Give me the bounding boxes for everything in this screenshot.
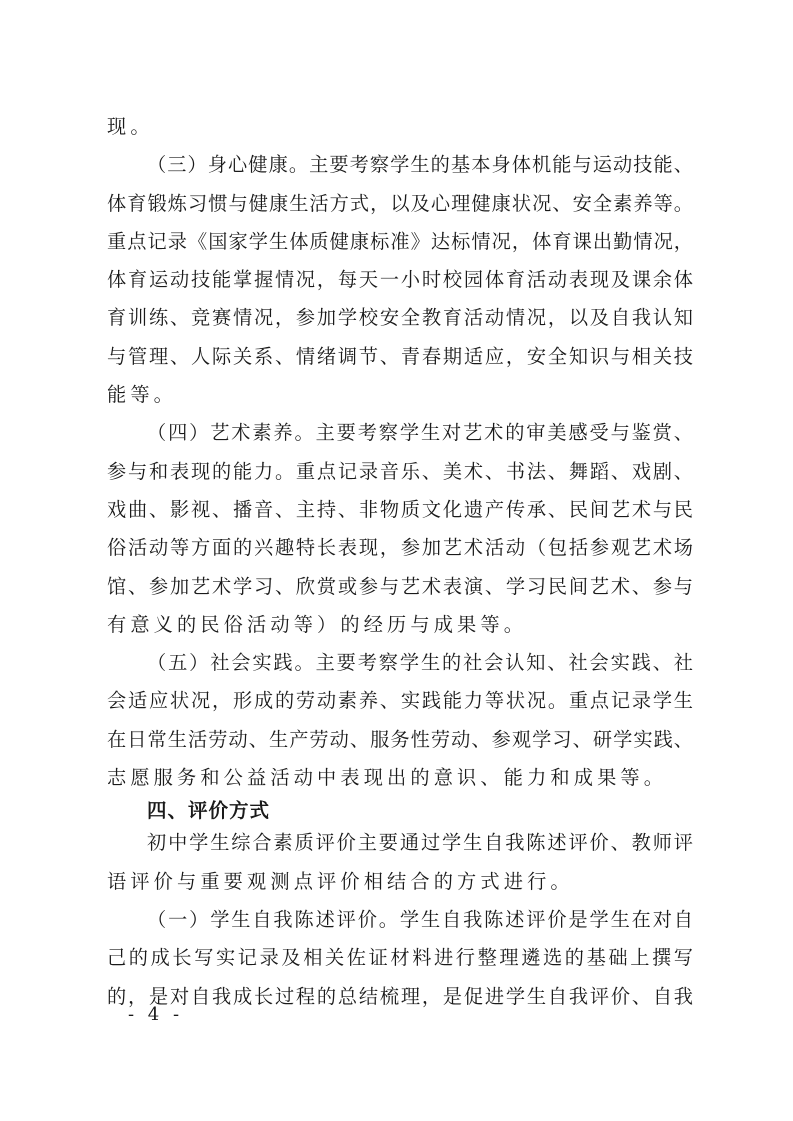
text-line: 会适应状况，形成的劳动素养、实践能力等状况。重点记录学生 [107,689,693,713]
text-line: 有意义的民俗活动等）的经历与成果等。 [107,612,528,636]
text-line: （五）社会实践。主要考察学生的社会认知、社会实践、社 [147,651,693,675]
text-line: 参与和表现的能力。重点记录音乐、美术、书法、舞蹈、戏剧、 [107,459,693,483]
text-line: （四）艺术素养。主要考察学生对艺术的审美感受与鉴赏、 [147,421,693,445]
document-body-part2 [107,824,693,1015]
text-line: 的，是对自我成长过程的总结梳理，是促进学生自我评价、自我 [107,984,693,1008]
text-line: 能等。 [107,383,178,407]
text-line: 育训练、竞赛情况，参加学校安全教育活动情况，以及自我认知 [107,306,693,330]
page-number: - 4 - [128,1004,184,1025]
text-line: 体育运动技能掌握情况，每天一小时校园体育活动表现及课余体 [107,268,693,292]
document-page [107,108,693,1016]
text-line: 志愿服务和公益活动中表现出的意识、能力和成果等。 [107,766,668,790]
text-line: （三）身心健康。主要考察学生的基本身体机能与运动技能、 [147,153,693,177]
text-line: 俗活动等方面的兴趣特长表现，参加艺术活动（包括参观艺术场 [107,536,693,560]
text-line: 现。 [107,115,154,138]
section-heading: 四、评价方式 [147,799,271,823]
text-line: 戏曲、影视、播音、主持、非物质文化遗产传承、民间艺术与民 [107,497,693,521]
text-line: 语评价与重要观测点评价相结合的方式进行。 [107,869,574,893]
text-line: 重点记录《国家学生体质健康标准》达标情况，体育课出勤情况， [107,229,693,253]
text-line: 己的成长写实记录及相关佐证材料进行整理遴选的基础上撰写 [107,946,693,970]
text-line: 与管理、人际关系、情绪调节、青春期适应，安全知识与相关技 [107,344,693,368]
document-body-part1 [107,108,693,797]
text-line: 初中学生综合素质评价主要通过学生自我陈述评价、教师评 [147,831,693,855]
text-line: （一）学生自我陈述评价。学生自我陈述评价是学生在对自 [147,907,693,931]
text-line: 体育锻炼习惯与健康生活方式，以及心理健康状况、安全素养等。 [107,191,693,215]
text-line: 在日常生活劳动、生产劳动、服务性劳动、参观学习、研学实践、 [107,727,693,751]
text-line: 馆、参加艺术学习、欣赏或参与艺术表演、学习民间艺术、参与 [107,574,693,598]
